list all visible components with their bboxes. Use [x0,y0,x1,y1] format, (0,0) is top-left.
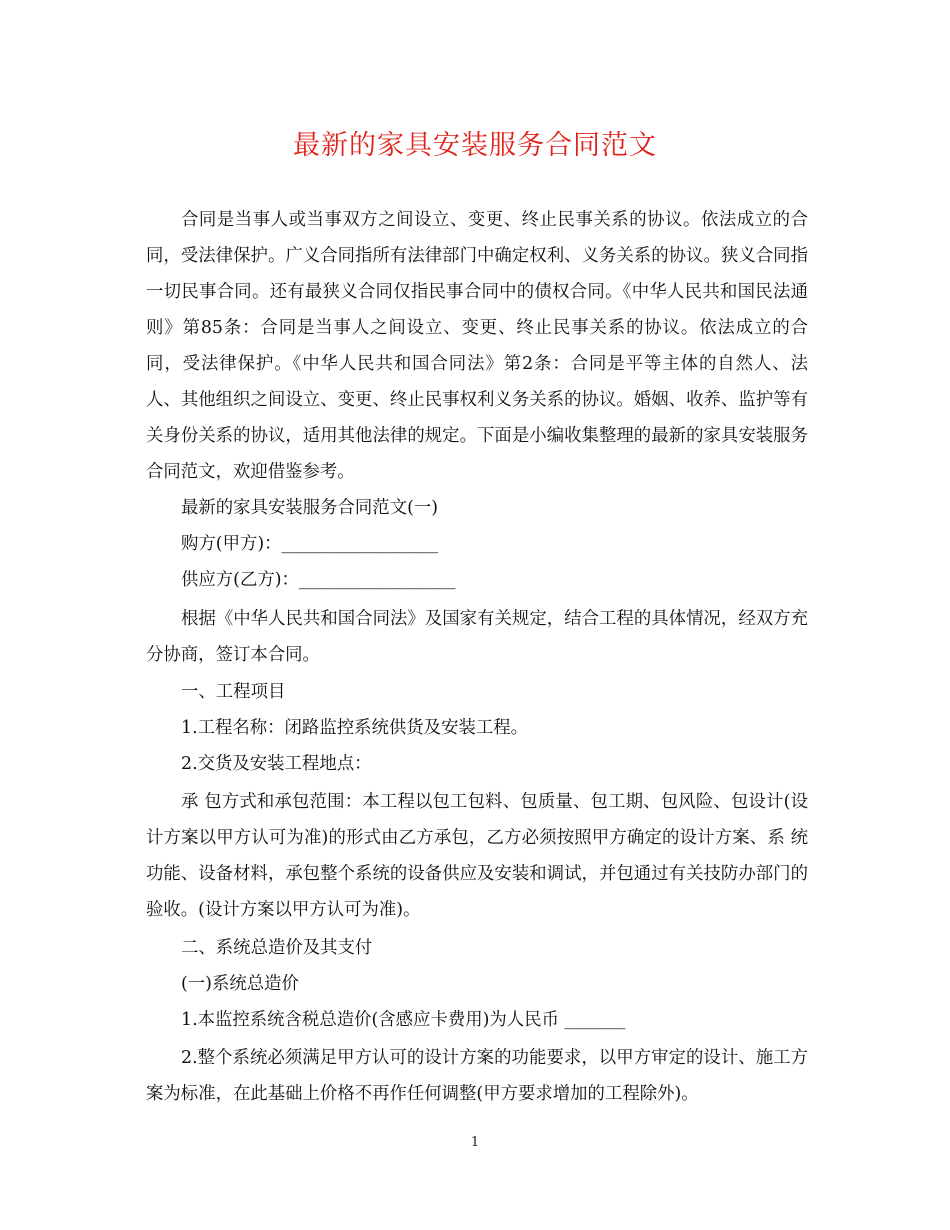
page-number: 1 [470,1135,480,1150]
section-heading-1: 一、工程项目 [181,682,286,702]
supplier-line: 供应方(乙方)：__________________ [181,570,456,590]
buyer-line: 购方(甲方)：__________________ [181,534,439,554]
intro-paragraph: 合同是当事人或当事双方之间设立、变更、终止民事关系的协议。依法成立的合同，受法律保护。广义合同指所有法律部门中确定权利、义务关系的协议。狭义合同指一切民事合同。还有最狭义合同仅指民事合同中的债权合同。《中华人民共和国民法通则》第85条：合同是当事人之间设立、变更、终止民事关系的协议。依法成立的合同，受法律保护。《中华人民共和国合同法》第2条：合同是平等主体的自然人、法人、其他组织之间设立、变更、终止民事权利义务关系的协议。婚姻、收养、监护等有关身份关系的协议，适用其他法律的规定。下面是小编收集整理的最新的家具安装服务合同范文，欢迎借鉴参考。 [146,210,808,482]
total-price-line: 1.本监控系统含税总造价(含感应卡费用)为人民币 _______ [181,1010,626,1030]
subsection-heading: (一)系统总造价 [181,974,299,994]
contract-subtitle: 最新的家具安装服务合同范文(一) [181,498,439,518]
project-location-line: 2.交货及安装工程地点： [181,754,372,774]
basis-paragraph: 根据《中华人民共和国合同法》及国家有关规定，结合工程的具体情况，经双方充分协商，签订本合同。 [146,609,808,665]
section-heading-2: 二、系统总造价及其支付 [181,938,373,958]
document-title: 最新的家具安装服务合同范文 [293,130,657,161]
scope-paragraph: 承 包方式和承包范围：本工程以包工包料、包质量、包工期、包风险、包设计(设计方案以甲方认可为准)的形式由乙方承包，乙方必须按照甲方确定的设计方案、系 统功能、设备材料，承包整个系统的设备供应及安装和调试，并包通过有关技防办部门的验收。(设计方案以甲方认可为准)。 [146,792,808,920]
project-name-line: 1.工程名称：闭路监控系统供货及安装工程。 [181,718,529,738]
price-terms-paragraph: 2.整个系统必须满足甲方认可的设计方案的功能要求，以甲方审定的设计、施工方案为标准，在此基础上价格不再作任何调整(甲方要求增加的工程除外)。 [146,1048,808,1104]
